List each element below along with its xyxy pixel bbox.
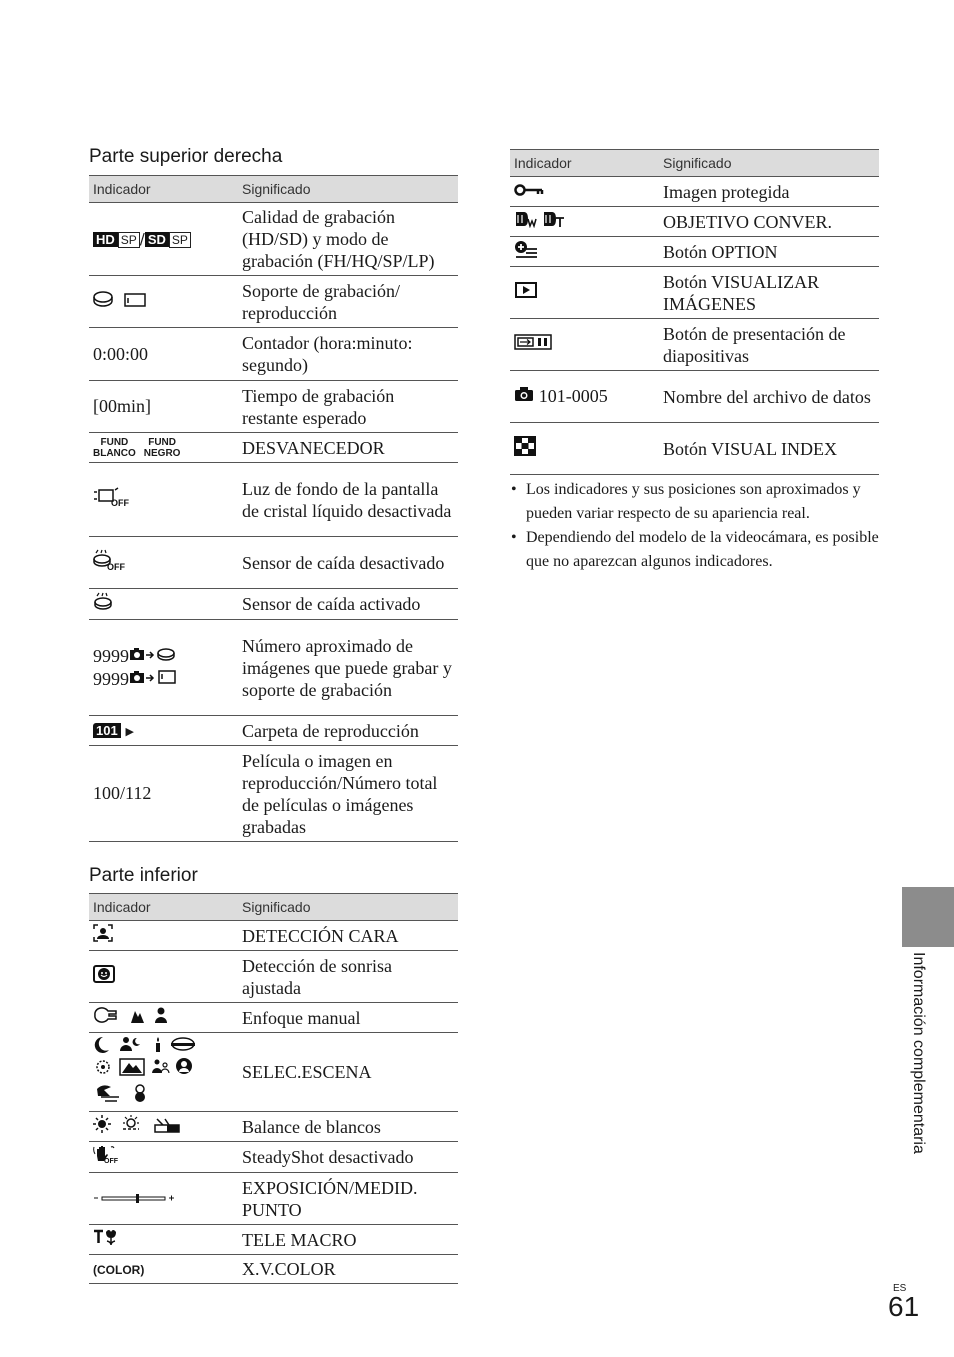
meaning-cell: Botón de presentación de diapositivas [659, 319, 879, 371]
table-row [89, 328, 458, 381]
fader-icon: FUND BLANCOFUND NEGRO [89, 433, 238, 463]
meaning-cell: Imagen protegida [659, 177, 879, 207]
meaning-cell: Botón VISUALIZAR IMÁGENES [659, 267, 879, 319]
table-row [89, 1112, 458, 1142]
page-number: 61 [888, 1291, 920, 1322]
meaning-cell: SteadyShot desactivado [238, 1142, 458, 1173]
table-header-row [510, 150, 879, 177]
table-row [89, 276, 458, 328]
visual-index-icon [510, 423, 659, 475]
language-label: ES [893, 1283, 907, 1294]
indicator-table-top-right [89, 175, 458, 842]
table-row [89, 1225, 458, 1255]
remaining-time-value: [00min] [89, 381, 238, 433]
white-balance-icon [89, 1112, 238, 1142]
table-row [89, 1173, 458, 1225]
table-row [510, 237, 879, 267]
meaning-cell: Luz de fondo de la pantalla de cristal líquido desactivada [238, 463, 458, 537]
steadyshot-off-icon [89, 1142, 238, 1173]
notes-list [511, 478, 879, 574]
meaning-cell: X.V.COLOR [238, 1255, 458, 1284]
meaning-cell: Botón VISUAL INDEX [659, 423, 879, 475]
meaning-cell: DESVANECEDOR [238, 433, 458, 463]
table-header-row [89, 894, 458, 921]
meaning-cell: DETECCIÓN CARA [238, 921, 458, 951]
tele-macro-icon [89, 1225, 238, 1255]
table-row [510, 267, 879, 319]
hd-sp-sd-sp-quality-icon: HD SP / SD SP [89, 203, 238, 276]
table-row [89, 1142, 458, 1173]
meaning-cell: Tiempo de grabación restante esperado [238, 381, 458, 433]
table-row [510, 423, 879, 475]
header-indicator: Indicador [89, 894, 238, 921]
option-button-icon [510, 237, 659, 267]
meaning-cell: Enfoque manual [238, 1003, 458, 1033]
meaning-cell: Carpeta de reproducción [238, 716, 458, 746]
meaning-cell: Nombre del archivo de datos [659, 371, 879, 423]
header-meaning: Significado [238, 894, 458, 921]
playback-folder-icon: 101 ▶ [89, 716, 238, 746]
meaning-cell: Sensor de caída activado [238, 589, 458, 620]
table-row [89, 716, 458, 746]
table-row [89, 921, 458, 951]
playback-count-value: 100/112 [89, 746, 238, 842]
protect-key-icon [510, 177, 659, 207]
table-row [89, 203, 458, 276]
meaning-cell: Balance de blancos [238, 1112, 458, 1142]
table-row [510, 319, 879, 371]
meaning-cell: Número aproximado de imágenes que puede grabar y soporte de grabación [238, 620, 458, 716]
header-indicator: Indicador [89, 176, 238, 203]
table-row [89, 589, 458, 620]
table-row [89, 433, 458, 463]
table-row [89, 951, 458, 1003]
meaning-cell: TELE MACRO [238, 1225, 458, 1255]
meaning-cell: Botón OPTION [659, 237, 879, 267]
table-row [510, 177, 879, 207]
note-item: • Dependiendo del modelo de la videocámara, es posible que no aparezcan algunos indicadores. [511, 529, 879, 570]
table-row [89, 537, 458, 589]
meaning-cell: OBJETIVO CONVER. [659, 207, 879, 237]
table-row [89, 1033, 458, 1112]
camera-icon: 101-0005 [510, 371, 659, 423]
meaning-cell: Soporte de grabación/ reproducción [238, 276, 458, 328]
meaning-cell: Calidad de grabación (HD/SD) y modo de grabación (FH/HQ/SP/LP) [238, 203, 458, 276]
section-heading-top-right: Parte superior derecha [89, 146, 283, 167]
side-tab-marker [902, 887, 954, 947]
smile-detection-icon [89, 951, 238, 1003]
header-meaning: Significado [659, 150, 879, 177]
scene-selection-icon [89, 1033, 238, 1112]
table-row [89, 746, 458, 842]
lcd-backlight-off-icon [89, 463, 238, 537]
table-row [510, 207, 879, 237]
table-row [89, 1255, 458, 1284]
conversion-lens-icon [510, 207, 659, 237]
table-row [89, 381, 458, 433]
counter-value: 0:00:00 [89, 328, 238, 381]
meaning-cell: Película o imagen en reproducción/Número total de películas o imágenes grabadas [238, 746, 458, 842]
drop-sensor-on-icon [89, 589, 238, 620]
table-row [89, 620, 458, 716]
header-indicator: Indicador [510, 150, 659, 177]
manual-focus-icon [89, 1003, 238, 1033]
view-images-icon [510, 267, 659, 319]
meaning-cell: Sensor de caída desactivado [238, 537, 458, 589]
header-meaning: Significado [238, 176, 458, 203]
table-row [89, 1003, 458, 1033]
side-tab-text: Información complementaria [910, 952, 927, 1154]
table-header-row [89, 176, 458, 203]
svg-text:OFF: OFF [104, 1158, 118, 1164]
meaning-cell: SELEC.ESCENA [238, 1033, 458, 1112]
note-item: • Los indicadores y sus posiciones son aproximados y pueden variar respecto de su apariencia real. [511, 481, 861, 522]
drop-sensor-off-icon [89, 537, 238, 589]
section-heading-bottom: Parte inferior [89, 865, 198, 886]
indicator-table-right [510, 149, 879, 475]
slideshow-icon [510, 319, 659, 371]
meaning-cell: EXPOSICIÓN/MEDID. PUNTO [238, 1173, 458, 1225]
xv-color-icon: (COLOR) [89, 1255, 238, 1284]
remaining-photos-icon: 9999 9999 [89, 620, 238, 716]
meaning-cell: Detección de sonrisa ajustada [238, 951, 458, 1003]
svg-text:OFF: OFF [107, 561, 125, 571]
face-detection-icon [89, 921, 238, 951]
table-row [510, 371, 879, 423]
indicator-table-bottom [89, 893, 458, 1284]
hdd-memory-card-icon [89, 276, 238, 328]
exposure-slider-icon [89, 1173, 238, 1225]
meaning-cell: Contador (hora:minuto: segundo) [238, 328, 458, 381]
table-row [89, 463, 458, 537]
svg-text:OFF: OFF [111, 497, 129, 507]
